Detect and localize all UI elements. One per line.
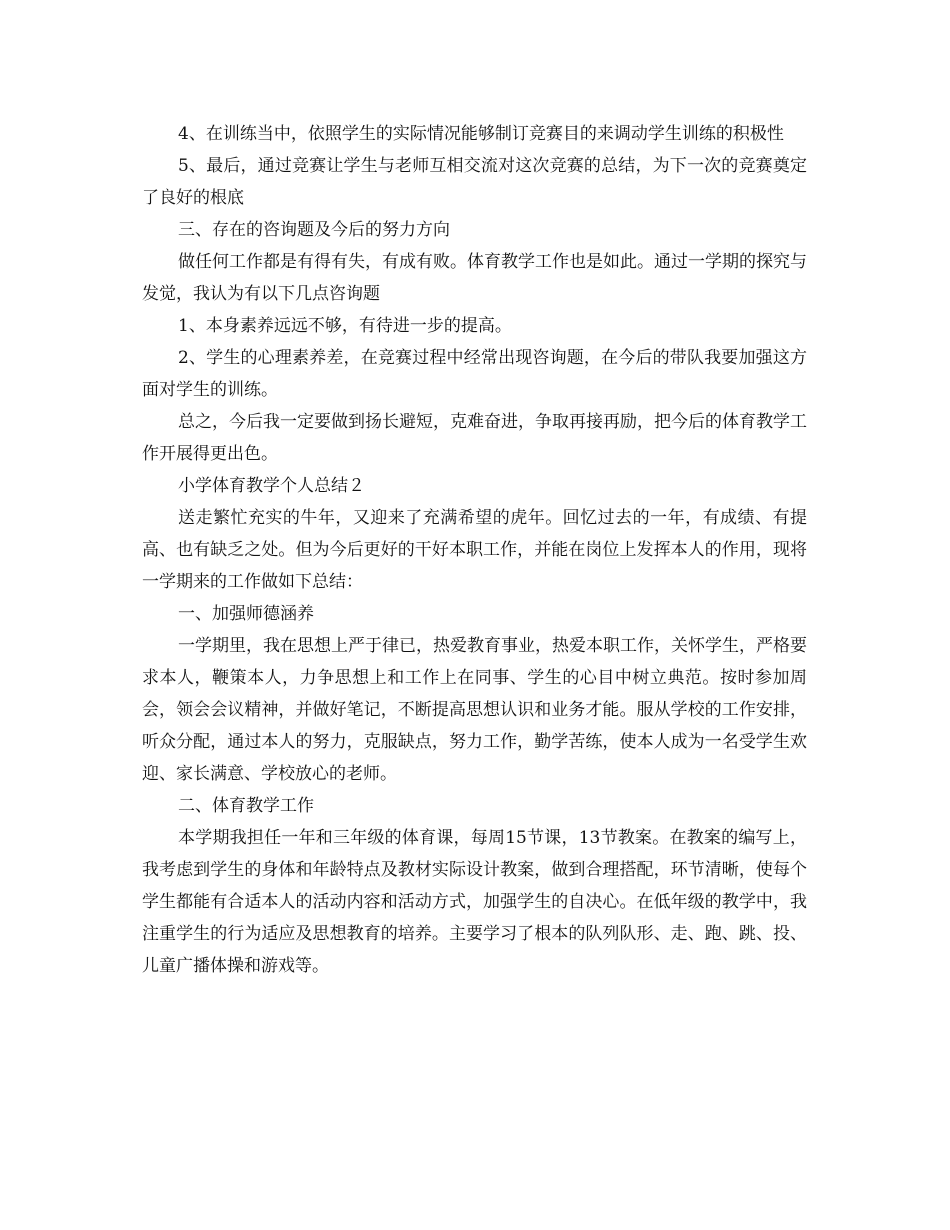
paragraph-conclusion: 总之，今后我一定要做到扬长避短，克难奋进，争取再接再励，把今后的体育教学工作开展得更出色。 [142, 412, 807, 464]
paragraph-issue-1: 1、本身素养远远不够，有待进一步的提高。 [178, 316, 512, 336]
document-subtitle: 小学体育教学个人总结２ [178, 476, 365, 496]
section-heading-ethics: 一、加强师德涵养 [178, 604, 314, 624]
section-heading-issues: 三、存在的咨询题及今后的努力方向 [178, 220, 450, 240]
paragraph-ethics: 一学期里，我在思想上严于律已，热爱教育事业，热爱本职工作，关怀学生，严格要求本人，鞭策本人，力争思想上和工作上在同事、学生的心目中树立典范。按时参加周会，领会会议精神，并做好笔记，不断提高思想认识和业务才能。服从学校的工作安排，听众分配，通过本人的努力，克服缺点，努力工作，勤学苦练，使本人成为一名受学生欢迎、家长满意、学校放心的老师。 [142, 636, 807, 784]
paragraph-item-5: 5、最后，通过竞赛让学生与老师互相交流对这次竞赛的总结，为下一次的竞赛奠定了良好的根底 [142, 156, 807, 208]
paragraph-item-4: 4、在训练当中，依照学生的实际情况能够制订竞赛目的来调动学生训练的积极性 [178, 124, 784, 144]
paragraph-issue-2: 2、学生的心理素养差，在竞赛过程中经常出现咨询题，在今后的带队我要加强这方面对学生的训练。 [142, 348, 807, 400]
paragraph-teaching: 本学期我担任一年和三年级的体育课，每周15节课，13节教案。在教案的编写上，我考虑到学生的身体和年龄特点及教材实际设计教案，做到合理搭配，环节清晰，使每个学生都能有合适本人的活动内容和活动方式，加强学生的自决心。在低年级的教学中，我注重学生的行为适应及思想教育的培养。主要学习了根本的队列队形、走、跑、跳、投、儿童广播体操和游戏等。 [142, 828, 807, 976]
section-heading-teaching: 二、体育教学工作 [178, 796, 314, 816]
paragraph-intro: 送走繁忙充实的牛年，又迎来了充满希望的虎年。回忆过去的一年，有成绩、有提高、也有缺乏之处。但为今后更好的干好本职工作，并能在岗位上发挥本人的作用，现将一学期来的工作做如下总结： [142, 508, 807, 592]
paragraph-issues-intro: 做任何工作都是有得有失，有成有败。体育教学工作也是如此。通过一学期的探究与发觉，我认为有以下几点咨询题 [142, 252, 807, 304]
document-page [142, 118, 807, 982]
